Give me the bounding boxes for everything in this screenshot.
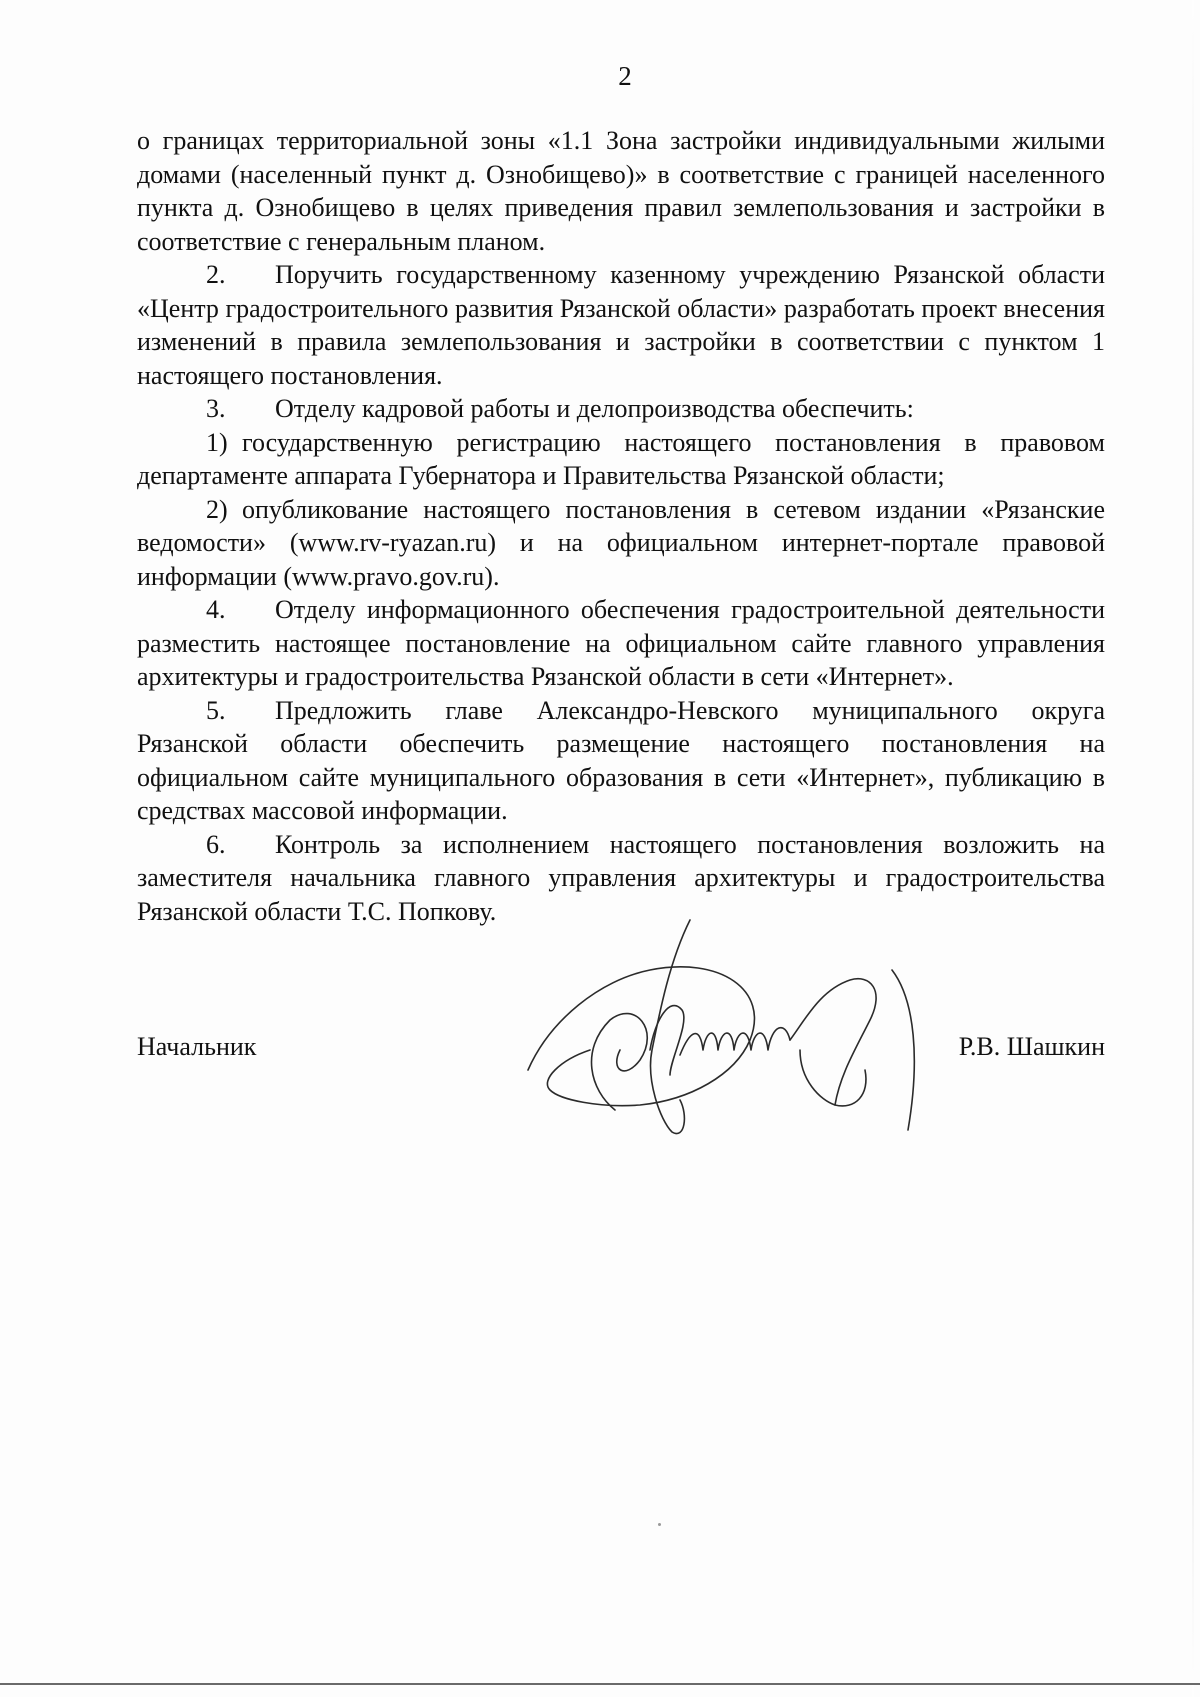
signatory-position: Начальник bbox=[137, 1032, 257, 1061]
subitem-number: 2) bbox=[206, 494, 228, 524]
paragraph-text: Отделу кадровой работы и делопроизводства обеспечить: bbox=[275, 394, 914, 423]
paragraph-item-3 bbox=[137, 392, 1105, 426]
scan-edge-shadow bbox=[1192, 0, 1194, 1697]
page-bottom-edge bbox=[0, 1683, 1200, 1685]
item-number: 5. bbox=[206, 695, 226, 725]
paragraph-text: Предложить главе Александро-Невского муниципального округа Рязанской области обеспечить размещение настоящего постановления на официальном сайте муниципального образования в сети «Интернет», публикацию в средствах массовой информации. bbox=[137, 695, 1105, 825]
subitem-3-2 bbox=[137, 493, 1105, 594]
paragraph-text: о границах территориальной зоны «1.1 Зона застройки индивидуальными жилыми домами (населенный пункт д. Ознобищево)» в соответствие с границей населенного пункта д. Ознобищево в целях приведения правил землепользования и застройки в соответствие с генеральным планом. bbox=[137, 126, 1105, 256]
item-number: 3. bbox=[206, 394, 226, 423]
signatory-name: Р.В. Шашкин bbox=[958, 1032, 1105, 1061]
document-body bbox=[137, 124, 1105, 928]
signature-block bbox=[137, 1030, 1105, 1070]
paragraph-item-2 bbox=[137, 258, 1105, 392]
paragraph-text: Отделу информационного обеспечения градостроительной деятельности разместить настоящее постановление на официальном сайте главного управления архитектуры и градостроительства Рязанской области в сети «Интернет». bbox=[137, 595, 1105, 691]
subitem-3-1 bbox=[137, 426, 1105, 493]
item-number: 6. bbox=[206, 829, 226, 859]
item-number: 2. bbox=[206, 260, 226, 289]
item-number: 4. bbox=[206, 595, 226, 624]
paragraph-text: Поручить государственному казенному учреждению Рязанской области «Центр градостроительного развития Рязанской области» разработать проект внесения изменений в правила землепользования и застройки в соответствии с пунктом 1 настоящего постановления. bbox=[137, 260, 1105, 390]
paragraph-item-4 bbox=[137, 593, 1105, 694]
paragraph-item-5 bbox=[137, 694, 1105, 828]
subitem-number: 1) bbox=[206, 427, 228, 457]
scan-speck bbox=[658, 1523, 661, 1526]
paragraph-continuation bbox=[137, 124, 1105, 258]
paragraph-text: Контроль за исполнением настоящего постановления возложить на заместителя начальника главного управления архитектуры и градостроительства Рязанской области Т.С. Попкову. bbox=[137, 829, 1105, 926]
paragraph-text: опубликование настоящего постановления в сетевом издании «Рязанские ведомости» (www.rv-ryazan.ru) и на официальном интернет-портале правовой информации (www.pravo.gov.ru). bbox=[137, 494, 1105, 591]
paragraph-text: государственную регистрацию настоящего постановления в правовом департаменте аппарата Губернатора и Правительства Рязанской области; bbox=[137, 427, 1105, 490]
page-number: 2 bbox=[618, 61, 632, 91]
